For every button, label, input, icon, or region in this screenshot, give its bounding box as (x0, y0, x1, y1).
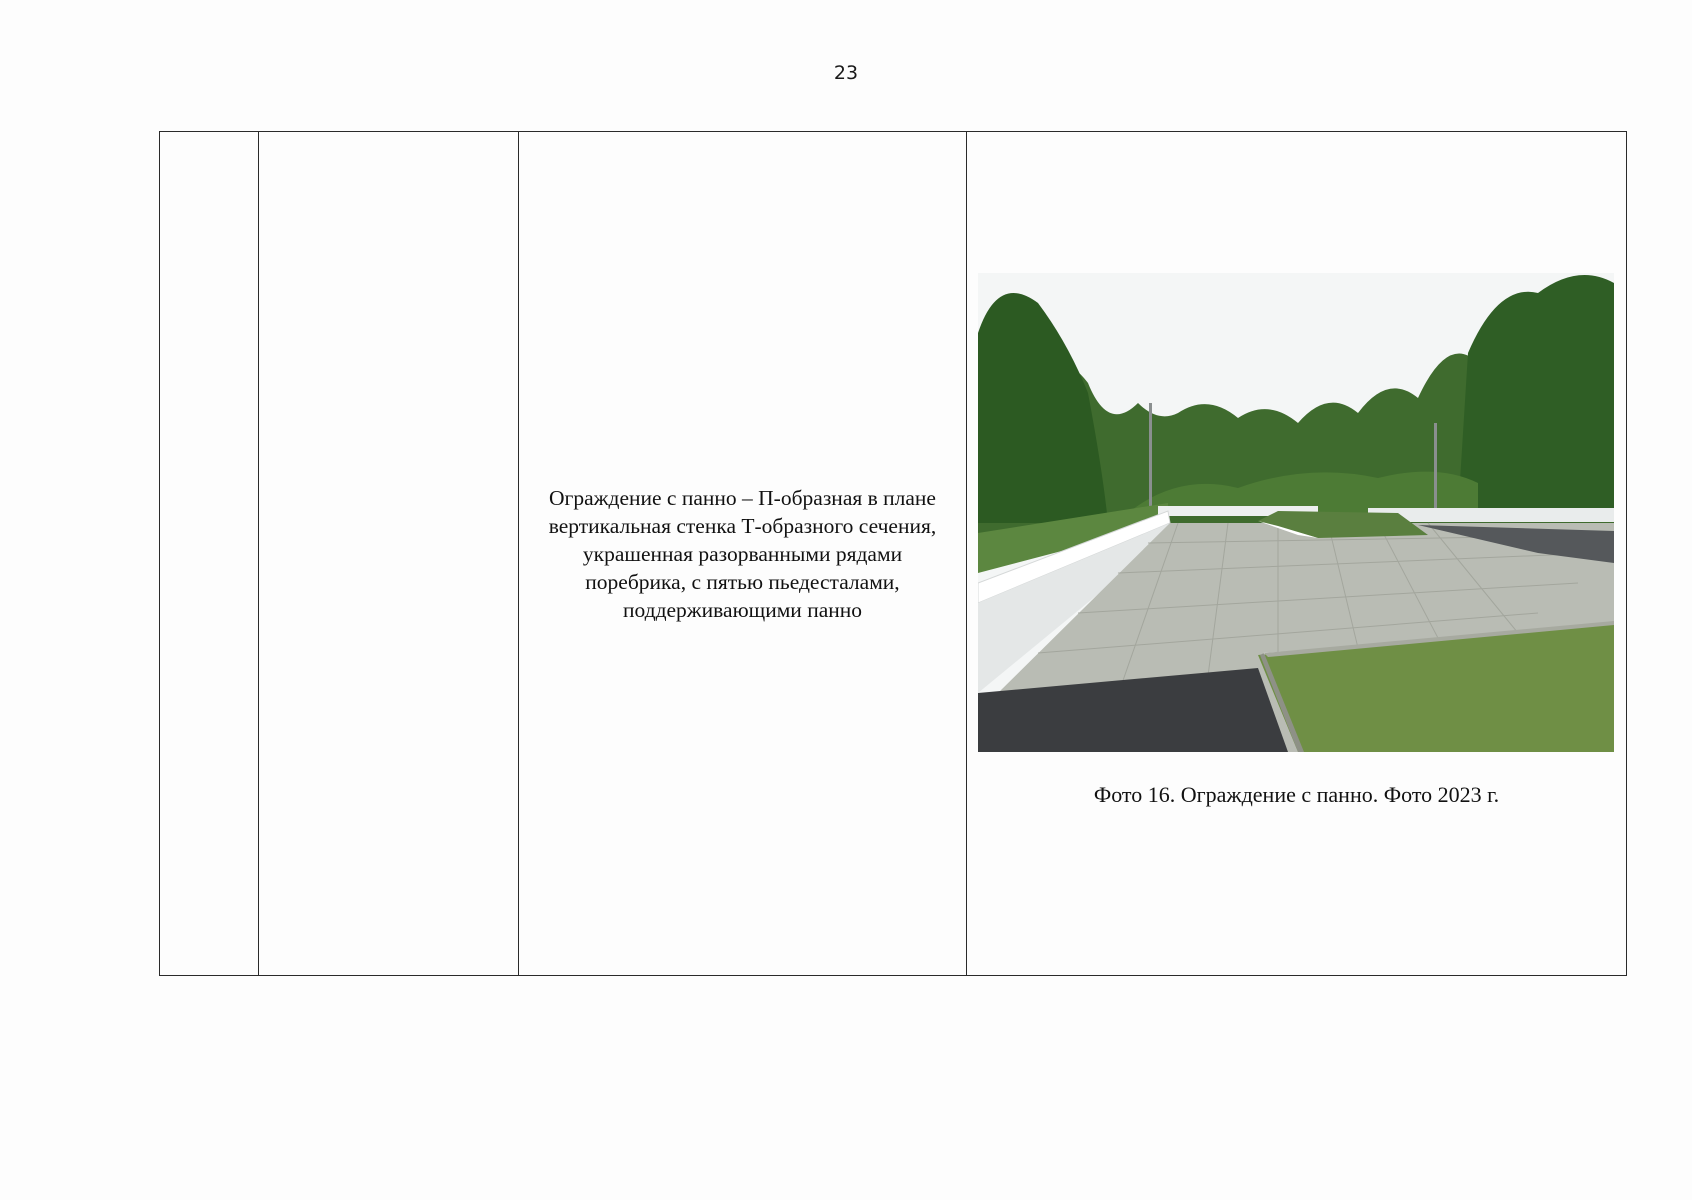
photo-caption: Фото 16. Ограждение с панно. Фото 2023 г. (1093, 782, 1500, 807)
cell-number (160, 132, 259, 976)
cell-photo (967, 132, 1627, 976)
page-number: 23 (833, 62, 859, 84)
object-table (159, 131, 1627, 976)
table-row (160, 132, 1627, 976)
photo (978, 273, 1614, 752)
description-text: Ограждение с панно – П-образная в плане вертикальная стенка Т-образного сечения, украшенная разорванными рядами поребрика, с пятью пьедесталами, поддерживающими панно (548, 485, 937, 622)
photo-image (978, 273, 1614, 752)
cell-description (519, 132, 967, 976)
cell-name (259, 132, 519, 976)
